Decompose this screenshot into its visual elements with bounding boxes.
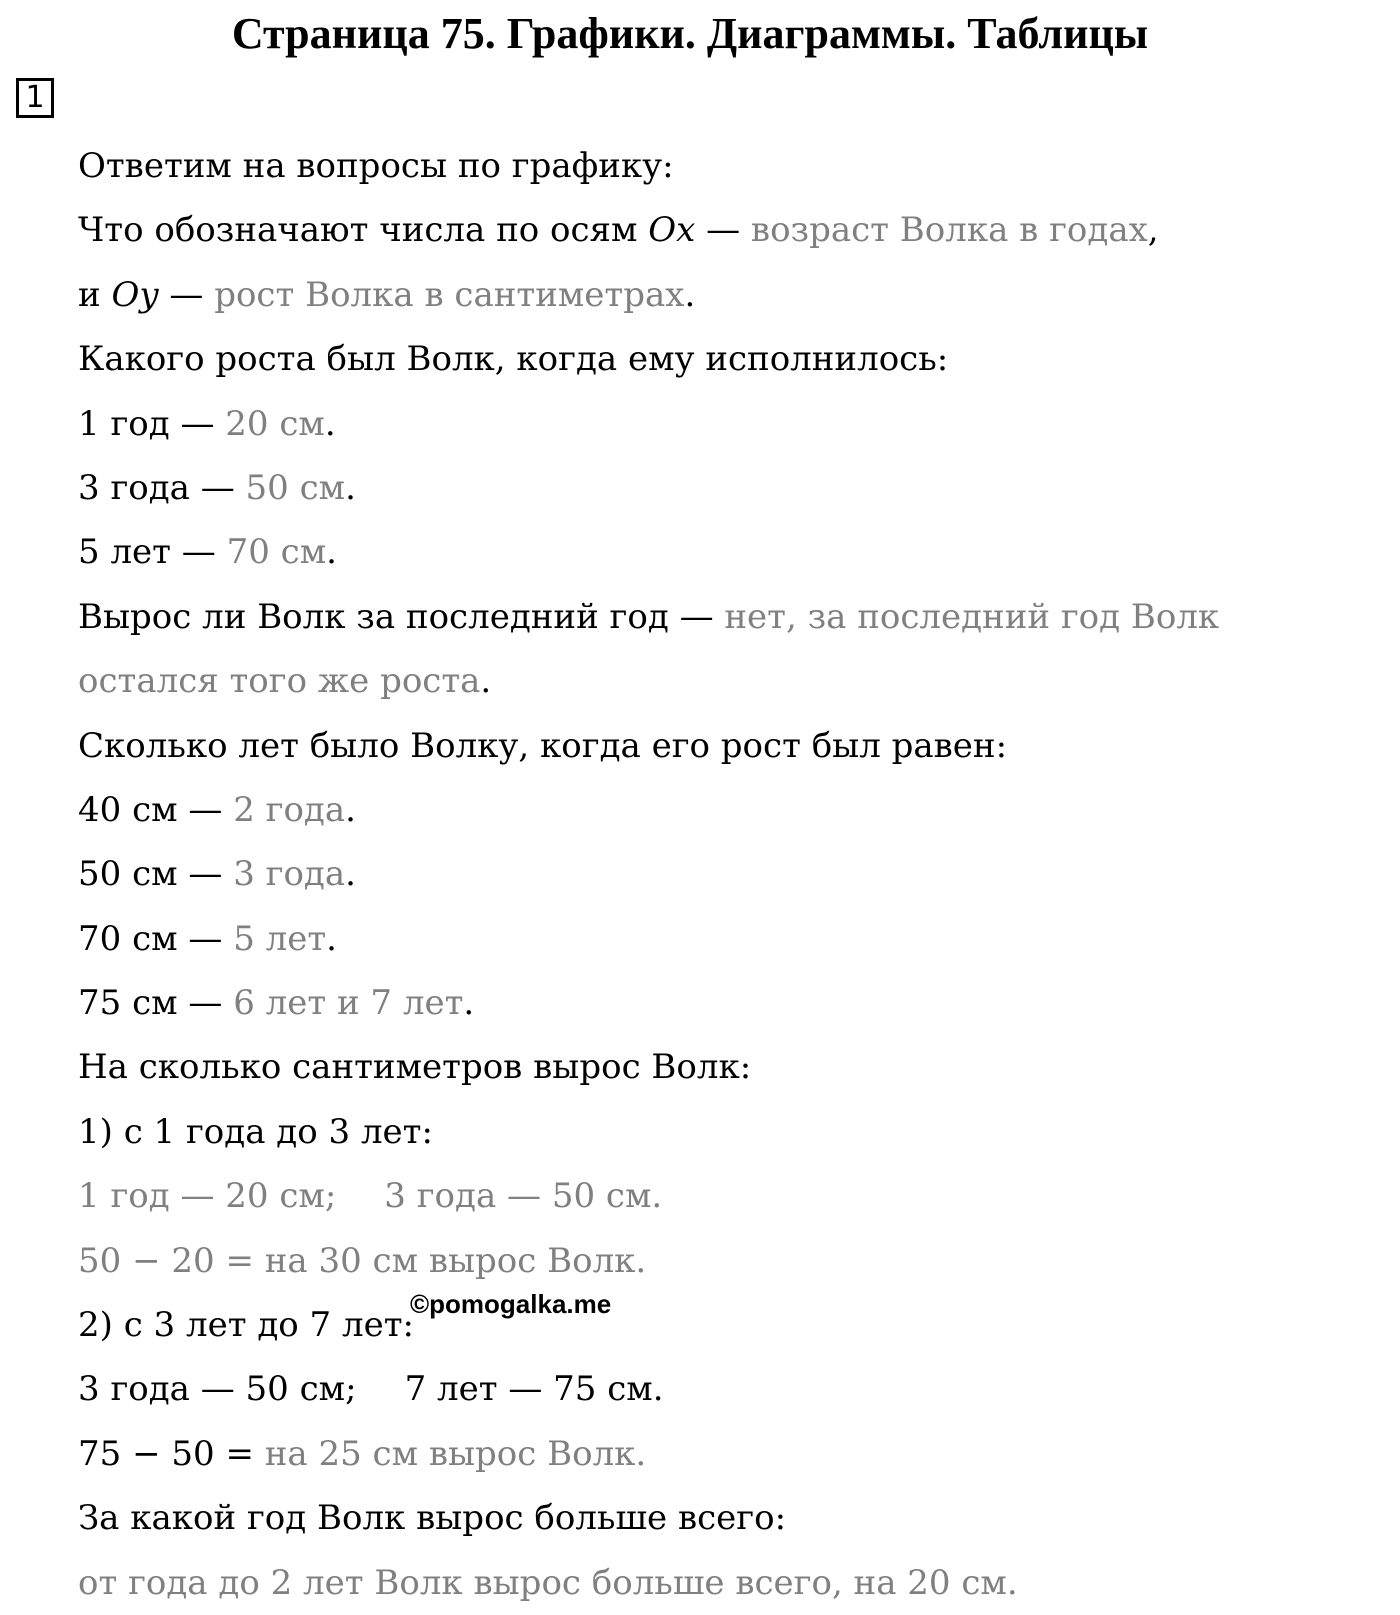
answer-text: остался того же роста	[78, 661, 481, 702]
answer-text: 50 см	[245, 467, 346, 508]
text-line	[78, 1551, 1378, 1615]
answer-text: от года до 2 лет Волк вырос больше всего, на 20 см.	[78, 1562, 1018, 1603]
text-line: На сколько сантиметров вырос Волк:	[78, 1047, 752, 1088]
text-line: 2) с 3 лет до 7 лет:	[78, 1305, 414, 1346]
answer-text: 3 года	[233, 854, 346, 895]
watermark: ©pomogalka.me	[410, 1289, 612, 1319]
text-line: Какого роста был Волк, когда ему исполнилось:	[78, 339, 949, 380]
answer-text: 20 см	[225, 403, 325, 444]
answer-text: 70 см	[226, 532, 327, 573]
answer-text: 50 − 20 = на 30 см вырос Волк.	[78, 1240, 647, 1281]
page-title: Страница 75. Графики. Диаграммы. Таблицы	[231, 9, 1149, 58]
answer-text: 1 год — 20 см;	[78, 1176, 337, 1217]
text-line: 3 года — 50 см.	[78, 467, 356, 508]
text-line: Что обозначают числа по осям Ox — возраст Волка в годах,	[78, 210, 1159, 251]
solution-text	[78, 134, 1378, 1615]
axis-label: Oy	[111, 274, 159, 315]
answer-text: возраст Волка в годах	[750, 210, 1148, 251]
answer-text: рост Волка в сантиметрах	[214, 274, 685, 315]
text-line: 1) с 1 года до 3 лет:	[78, 1111, 433, 1152]
text-line: 40 см — 2 года.	[78, 789, 356, 830]
answer-text: 5 лет	[233, 918, 327, 959]
text-line: 75 − 50 = на 25 см вырос Волк.	[78, 1433, 647, 1474]
text-line: Вырос ли Волк за последний год — нет, за последний год Волк	[78, 596, 1220, 637]
text-line: 75 см — 6 лет и 7 лет.	[78, 983, 475, 1024]
text-line: За какой год Волк вырос больше всего:	[78, 1498, 787, 1539]
axis-label: Ox	[648, 210, 696, 251]
text-line: 5 лет — 70 см.	[78, 532, 337, 573]
text-line: 1 год — 20 см.	[78, 403, 336, 444]
text-line: и Oy — рост Волка в сантиметрах.	[78, 274, 696, 315]
answer-text: 3 года — 50 см.	[384, 1176, 663, 1217]
text-line: 50 см — 3 года.	[78, 854, 356, 895]
text-line: 70 см — 5 лет.	[78, 918, 337, 959]
task-number-box: 1	[16, 78, 54, 118]
text-line: Ответим на вопросы по графику:	[78, 146, 674, 186]
text-line	[78, 1229, 1378, 1293]
text-line: Сколько лет было Волку, когда его рост был равен:	[78, 725, 1008, 766]
text-line	[78, 1164, 1378, 1228]
answer-text: 2 года	[233, 789, 346, 830]
answer-text: 6 лет и 7 лет	[233, 983, 464, 1024]
text-line: 3 года — 50 см; 7 лет — 75 см.	[78, 1369, 664, 1410]
answer-text: нет, за последний год Волк	[724, 596, 1220, 637]
text-line: остался того же роста.	[78, 661, 492, 702]
answer-text: на 25 см вырос Волк.	[264, 1433, 647, 1474]
